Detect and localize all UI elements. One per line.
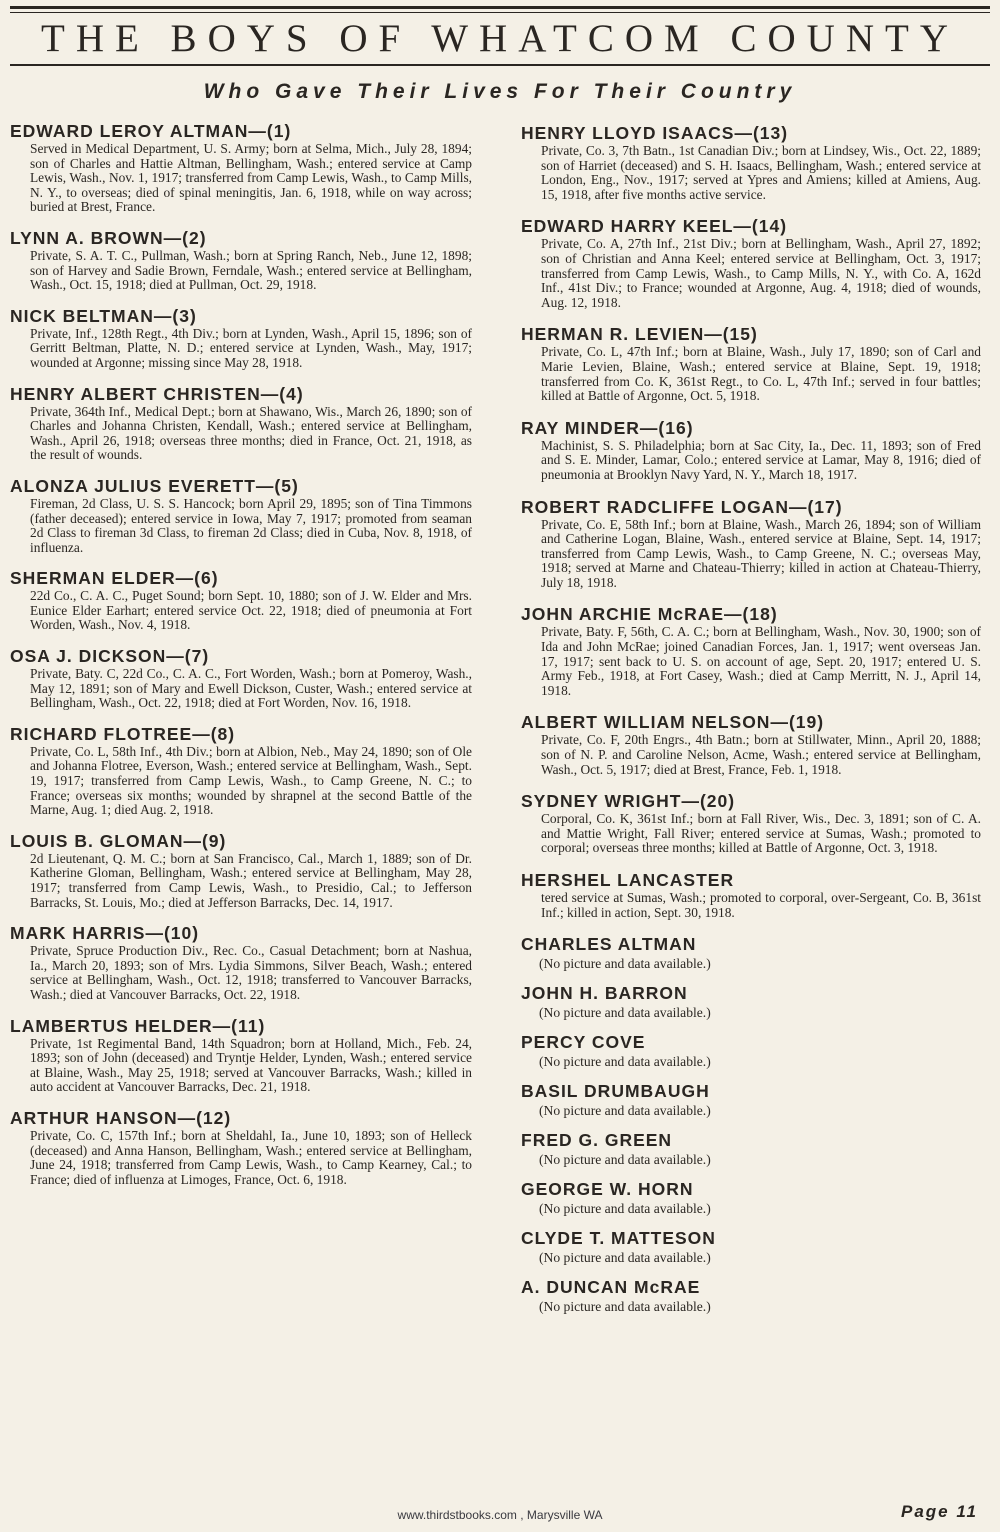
entry-name: BASIL DRUMBAUGH [521,1081,710,1102]
entry-name: MARK HARRIS—(10) [10,923,200,944]
entry-note: (No picture and data available.) [539,1005,711,1021]
page-subtitle: Who Gave Their Lives For Their Country [203,80,797,103]
entry-bio: Private, Co. A, 27th Inf., 21st Div.; born at Bellingham, Wash., April 27, 1892; son of Christian and Anna Keel; entered service at Bellingham, Oct. 3, 1917; transferred from Camp Lewis, Wash., to Camp Mills, N. Y., with Co. A, 162d Inf., 41st Div.; to France; wounded at Argonne, Aug. 4, 1918; died of wounds, Aug. 12, 1918. [541,236,981,310]
entry-name: CLYDE T. MATTESON [521,1228,716,1249]
no-data-entry [521,1080,981,1119]
memorial-entry [10,383,472,463]
memorial-entry [10,305,472,371]
memorial-entry [10,922,472,1002]
entry-bio: Private, 364th Inf., Medical Dept.; born at Shawano, Wis., March 26, 1890; son of Charles and Johanna Christen, Kendall, Wash.; entered service at Bellingham, Wash., April 26, 1918; overseas three months; died in France, Oct. 21, 1918, as the result of wounds. [30,403,472,463]
entry-bio: Private, Co. C, 157th Inf.; born at Sheldahl, Ia., June 10, 1893; son of Helleck (deceased) and Anna Hanson, Bellingham, Wash.; entered service at Bellingham, June 24, 1918; transferred from Camp Lewis, Wash., to Camp Kearney, Cal.; to France; died of influenza at Limoges, France, Oct. 6, 1918. [30,1127,472,1187]
entry-name: EDWARD LEROY ALTMAN—(1) [10,121,292,141]
memorial-entry [521,323,981,403]
entry-note: (No picture and data available.) [539,1103,711,1119]
no-data-entry [521,982,981,1021]
memorial-entry [10,1107,472,1187]
entry-name: SYDNEY WRIGHT—(20) [521,791,736,812]
no-data-entry [521,933,981,972]
no-data-entry [521,1031,981,1070]
entry-name: ALBERT WILLIAM NELSON—(19) [521,712,825,733]
entry-name: FRED G. GREEN [521,1130,673,1151]
entry-bio: Private, Co. L, 47th Inf.; born at Blaine, Wash., July 17, 1890; son of Carl and Marie Levien, Blaine, Wash.; entered service at Blaine, Sept. 19, 1918; transferred from Co. K, 361st Regt., to Co. L, 47th Inf.; served in four battles; killed at Battle of Argonne, Oct. 5, 1918. [541,344,981,404]
no-data-entry [521,1178,981,1217]
entry-bio: 22d Co., C. A. C., Puget Sound; born Sept. 10, 1880; son of J. W. Elder and Mrs. Eunice Elder Earhart; entered service Oct. 22, 1918; died of pneumonia at Fort Worden, Wash., Nov. 4, 1918. [30,588,472,633]
entry-name: CHARLES ALTMAN [521,934,697,955]
entry-bio: tered service at Sumas, Wash.; promoted to corporal, over-Sergeant, Co. B, 361st Inf.; killed in action, Sept. 30, 1918. [541,890,981,920]
entry-note: (No picture and data available.) [539,1054,711,1070]
entry-name: ARTHUR HANSON—(12) [10,1107,232,1128]
memorial-entry [521,869,981,920]
entry-note: (No picture and data available.) [539,1250,711,1266]
entry-name: JOHN H. BARRON [521,983,688,1004]
entry-name: GEORGE W. HORN [521,1179,694,1200]
entry-bio: Private, Co. 3, 7th Batn., 1st Canadian Div.; born at Lindsey, Wis., Oct. 22, 1889; son of Harriet (deceased) and S. H. Isaacs, Bellingham, Wash.; entered service at London, Eng., Nov., 1917; served at Ypres and Amiens; killed at Amiens, Aug. 15, 1918, after five months active service. [541,143,981,202]
entry-name: RAY MINDER—(16) [521,417,694,438]
entry-note: (No picture and data available.) [539,956,711,972]
entry-note: (No picture and data available.) [539,1299,711,1315]
memorial-entry [10,1015,472,1095]
entry-name: HERSHEL LANCASTER [521,870,735,890]
entry-name: EDWARD HARRY KEEL—(14) [521,216,788,237]
memorial-entry [521,790,981,856]
entry-name: LOUIS B. GLOMAN—(9) [10,830,227,851]
entry-bio: Private, Co. L, 58th Inf., 4th Div.; born at Albion, Neb., May 24, 1890; son of Ole and Johanna Flotree, Everson, Wash.; entered service at Bellingham, Wash., Sept. 19, 1917; transferred from Camp Lewis, Wash., to Camp Greene, N. C.; to France; overseas six months; wounded by shrapnel at the second Battle of the Marne, Aug. 1; died Aug. 2, 1918. [30,743,472,818]
no-data-entry [521,1227,981,1266]
entry-bio: Private, 1st Regimental Band, 14th Squadron; born at Holland, Mich., Feb. 24, 1893; son of John (deceased) and Tryntje Helder, Lynden, Wash.; entered service at Blaine, Wash., May 25, 1918; served at Vancouver Barracks, Wash.; killed in auto accident at Vancouver Barracks, Dec. 21, 1918. [30,1035,472,1095]
entry-bio: 2d Lieutenant, Q. M. C.; born at San Francisco, Cal., March 1, 1889; son of Dr. Katherine Gloman, Bellingham, Wash.; entered service at Bellingham, May 28, 1917; transferred from Camp Lewis, Wash., to Presidio, Cal.; to Jefferson Barracks, St. Louis, Mo.; died at Jefferson Barracks, Dec. 14, 1917. [30,850,472,910]
memorial-entry [521,711,981,777]
entry-name: HENRY ALBERT CHRISTEN—(4) [10,383,304,404]
entry-bio: Private, Baty. C, 22d Co., C. A. C., Fort Worden, Wash.; born at Pomeroy, Wash., May 12, 1891; son of Mary and Ewell Dickson, Custer, Wash.; entered service at Bellingham, Wash., Oct. 22, 1918; died at Fort Worden, Nov. 16, 1918. [30,666,472,711]
no-data-entry [521,1129,981,1168]
entry-name: ROBERT RADCLIFFE LOGAN—(17) [521,496,843,517]
entry-bio: Private, Baty. F, 56th, C. A. C.; born at Bellingham, Wash., Nov. 30, 1900; son of Ida and John McRae; joined Canadian Forces, Jan. 1, 1917; went overseas Jan. 17, 1917; sent back to U. S. on account of age, Sept. 20, 1917; entered U. S. Army Feb., 1918, at Fort Casey, Wash.; died at Camp Merritt, N. J., April 14, 1918. [541,624,981,698]
memorial-entry [521,603,981,698]
website-credit: www.thirdstbooks.com , Marysville WA [397,1508,603,1522]
entry-bio: Served in Medical Department, U. S. Army; born at Selma, Mich., July 28, 1894; son of Charles and Hattie Altman, Bellingham, Wash.; entered service at Camp Lewis, Wash., Nov. 1, 1917; transferred from Camp Lewis, Wash., to Camp Mills, N. Y., to overseas; died of spinal meningitis, Jan. 6, 1918, while on way across; buried at Brest, France. [30,141,472,215]
entry-bio: Private, Co. E, 58th Inf.; born at Blaine, Wash., March 26, 1894; son of William and Catherine Logan, Blaine, Wash., entered service at Blaine, Sept. 14, 1917; transferred from Camp Lewis, Wash., to Camp Greene, N. C.; overseas May, 1918; served at Marne and Chateau-Thierry; killed in action at Chateau-Thierry, July 18, 1918. [541,516,981,590]
top-rule-thin [10,12,990,13]
memorial-entry [521,496,981,591]
no-data-entry [521,1276,981,1315]
entry-note: (No picture and data available.) [539,1152,711,1168]
memorial-entry [10,645,472,711]
entry-name: PERCY COVE [521,1032,646,1053]
memorial-entry [521,122,981,202]
page-title: THE BOYS OF WHATCOM COUNTY [41,17,959,60]
entry-name: NICK BELTMAN—(3) [10,305,197,326]
entry-name: A. DUNCAN McRAE [521,1277,701,1298]
memorial-entry [521,417,981,483]
entry-name: JOHN ARCHIE McRAE—(18) [521,604,778,625]
entry-bio: Private, Spruce Production Div., Rec. Co., Casual Detachment; born at Nashua, Ia., March 20, 1893; son of Mrs. Lydia Simmons, Silver Beach, Wash.; entered service at Bellingham, Wash., Oct. 12, 1918; transferred to Vancouver Barracks, Wash.; died at Vancouver Barracks, Oct. 22, 1918. [30,943,472,1002]
entry-name: RICHARD FLOTREE—(8) [10,723,236,744]
entry-name: SHERMAN ELDER—(6) [10,568,219,589]
entry-name: LAMBERTUS HELDER—(11) [10,1015,266,1036]
right-column [521,122,981,1325]
entry-name: HENRY LLOYD ISAACS—(13) [521,123,789,143]
memorial-entry [10,723,472,818]
memorial-entry [10,567,472,633]
page-number: Page 11 [900,1502,978,1521]
memorial-entry [10,120,472,215]
entry-bio: Machinist, S. S. Philadelphia; born at Sac City, Ia., Dec. 11, 1893; son of Fred and S. E. Minder, Lamar, Colo.; entered service at Lamar, May 8, 1916; died of pneumonia at Brooklyn Navy Yard, N. Y., March 18, 1917. [541,437,981,482]
entry-bio: Fireman, 2d Class, U. S. S. Hancock; born April 29, 1895; son of Tina Timmons (father deceased); entered service in Iowa, May 7, 1917; promoted from seaman 2d Class to fireman 3d Class, to fireman 2d Class; died in Cuba, Nov. 8, 1918, of influenza. [30,495,472,555]
entry-name: LYNN A. BROWN—(2) [10,227,207,248]
title-rule [10,64,990,66]
left-column [10,120,472,1199]
entry-bio: Private, Inf., 128th Regt., 4th Div.; born at Lynden, Wash., April 15, 1896; son of Gerritt Beltman, Platte, N. D.; entered service at Lynden, Wash., May, 1917; wounded at Argonne; missing since May 28, 1918. [30,325,472,370]
entry-name: ALONZA JULIUS EVERETT—(5) [10,475,299,496]
entry-note: (No picture and data available.) [539,1201,711,1217]
memorial-entry [10,475,472,555]
memorial-entry [521,215,981,310]
entry-name: HERMAN R. LEVIEN—(15) [521,324,758,345]
entry-bio: Private, S. A. T. C., Pullman, Wash.; born at Spring Ranch, Neb., June 12, 1898; son of Harvey and Sadie Brown, Ferndale, Wash.; entered service at Bellingham, Wash., Oct. 15, 1918; died at Pullman, Oct. 29, 1918. [30,247,472,293]
top-rule [10,6,990,9]
memorial-entry [10,830,472,910]
entry-bio: Private, Co. F, 20th Engrs., 4th Batn.; born at Stillwater, Minn., April 20, 1888; son of N. P. and Caroline Nelson, Acme, Wash.; entered service at Bellingham, Wash., Oct. 5, 1917; died at Brest, France, Feb. 1, 1918. [541,732,981,777]
entry-name: OSA J. DICKSON—(7) [10,646,210,667]
memorial-entry [10,227,472,293]
entry-bio: Corporal, Co. K, 361st Inf.; born at Fall River, Wis., Dec. 3, 1891; son of C. A. and Mattie Wright, Fall River; entered service at Sumas, Wash.; promoted to corporal; overseas three months; killed at Battle of Argonne, Oct. 3, 1918. [541,811,981,856]
